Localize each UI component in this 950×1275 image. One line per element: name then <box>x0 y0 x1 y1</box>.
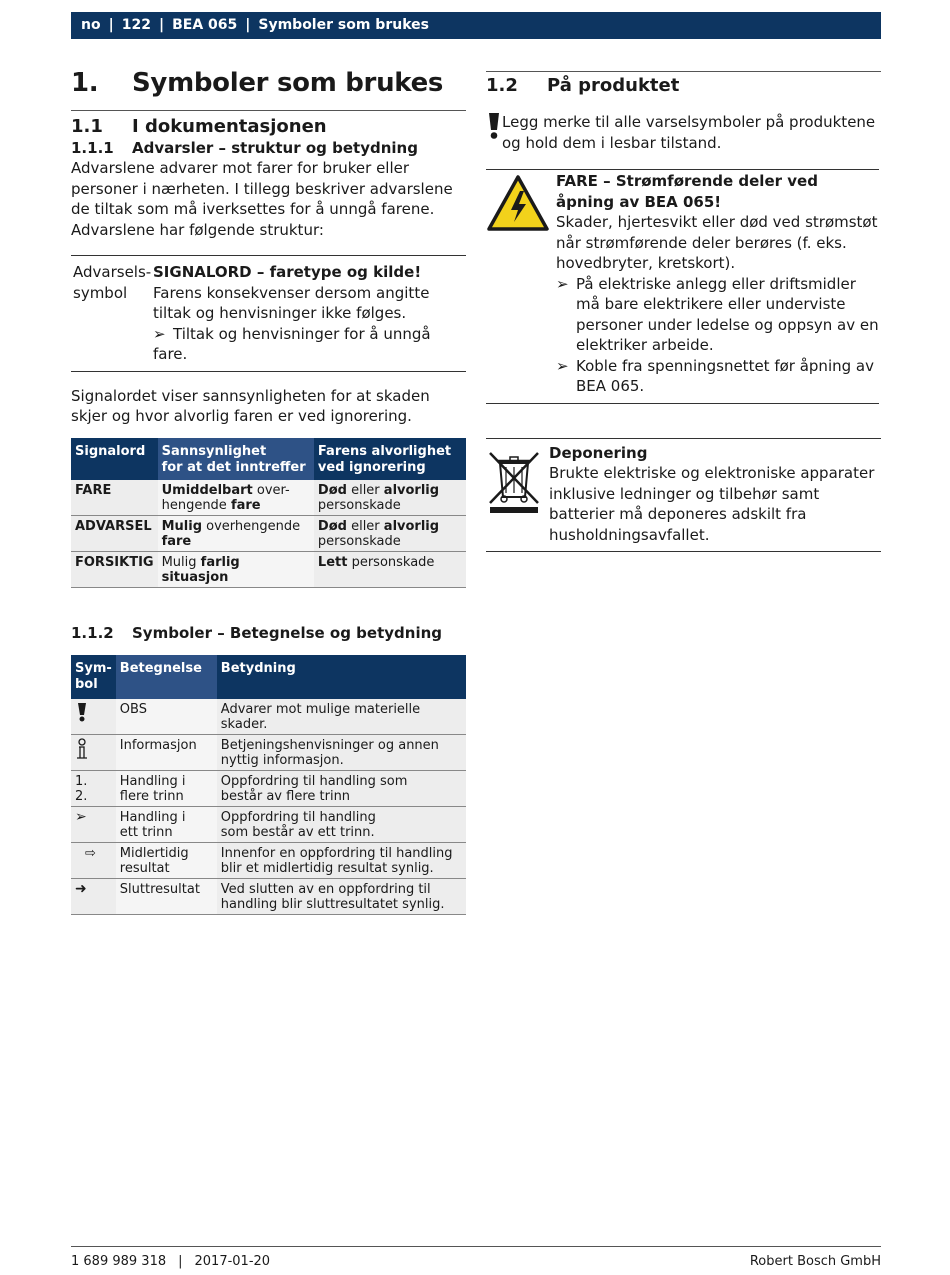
signal-word-explanation: Signalordet viser sannsynligheten for at skaden skjer og hvor alvorlig faren er ved ignorering. <box>71 386 430 425</box>
header-page: 122 <box>121 17 151 33</box>
symbol-meaning: Oppfordring til handling som består av flere trinn <box>217 770 466 806</box>
symbol-meaning: Advarer mot mulige materielle skader. <box>217 699 466 735</box>
disposal-title: Deponering <box>549 443 648 462</box>
probability-cell: Umiddelbart over- hengende fare <box>158 480 314 516</box>
section-title: På produktet <box>547 75 680 96</box>
danger-measure: ➢ På elektriske anlegg eller driftsmidler må bare elektrikere eller underviste personer under ledelse og oppsyn av en elektriker arbeide. <box>556 274 879 354</box>
symbol-name: Handling i flere trinn <box>116 770 217 806</box>
header-product: BEA 065 <box>172 17 238 33</box>
table-row <box>71 878 466 914</box>
symbol-cell <box>71 806 116 842</box>
column-header: Sym- bol <box>71 655 116 699</box>
section-number: 1.1.1 <box>71 139 114 157</box>
symbol-meaning: Betjeningshenvisninger og annen nyttig informasjon. <box>217 734 466 770</box>
section-1-1-heading <box>71 115 466 139</box>
crossed-bin-icon <box>486 447 542 515</box>
hollow-arrow-icon: ⇨ <box>85 845 96 861</box>
probability-cell: Mulig overhengende fare <box>158 515 314 551</box>
company-name: Robert Bosch GmbH <box>749 1254 881 1269</box>
arrowhead-icon: ➢ <box>556 356 569 375</box>
column-header: Sannsynlighet for at det inntreffer <box>158 438 314 480</box>
section-number: 1.1 <box>71 116 103 137</box>
right-column <box>486 60 881 552</box>
symbol-meaning: Innenfor en oppfordring til handling blir et midlertidig resultat synlig. <box>217 842 466 878</box>
section-title: Advarsler – struktur og betydning <box>132 139 418 157</box>
danger-consequence: Skader, hjertesvikt eller død ved strømstøt når strømførende deler berøres (f. eks. hovedbryter, kretskort). <box>556 213 878 272</box>
severity-cell: Lett personskade <box>314 551 466 587</box>
symbol-name: Informasjon <box>116 734 217 770</box>
column-header: Farens alvorlighet ved ignorering <box>314 438 466 480</box>
symbol-name: OBS <box>116 699 217 735</box>
section-1-2-heading <box>486 74 881 98</box>
severity-cell: Død eller alvorlig personskade <box>314 480 466 516</box>
section-number: 1.1.2 <box>71 623 114 642</box>
arrow-right-icon: ➜ <box>75 880 87 897</box>
warnings-intro-text: Advarslene advarer mot farer for bruker eller personer i nærheten. I tillegg beskriver advarslene de tiltak som må iverksettes for å unngå farene. Advarslene har følgende struktur: <box>71 159 453 239</box>
measure-line: ➢ Tiltak og henvisninger for å unngå fare. <box>153 324 431 363</box>
table-row <box>71 770 466 806</box>
section-1-1-1-heading <box>71 139 466 158</box>
signal-word-line: SIGNALORD – faretype og kilde! <box>153 263 422 281</box>
signal-word: FARE <box>71 480 158 516</box>
document-number: 1 689 989 318 <box>71 1254 167 1269</box>
table-row <box>71 842 466 878</box>
probability-cell: Mulig farlig situasjon <box>158 551 314 587</box>
danger-measure: ➢ Koble fra spenningsnettet før åpning av BEA 065. <box>556 356 874 395</box>
high-voltage-warning-icon <box>486 174 550 232</box>
section-1-heading <box>71 66 466 100</box>
table-row <box>71 480 466 516</box>
footer-separator: | <box>178 1254 183 1269</box>
section-number: 1. <box>71 68 99 98</box>
page-header-bar: no | 122 | BEA 065 | Symboler som brukes <box>71 12 881 39</box>
column-header: Betydning <box>217 655 466 699</box>
section-1-1-2-heading <box>71 624 466 643</box>
table-row <box>71 734 466 770</box>
arrowhead-icon: ➢ <box>556 274 569 293</box>
section-title: Symboler som brukes <box>132 68 444 98</box>
exclamation-icon <box>75 702 89 722</box>
symbol-name: Midlertidig resultat <box>116 842 217 878</box>
table-row <box>71 551 466 587</box>
signal-word: FORSIKTIG <box>71 551 158 587</box>
severity-cell: Død eller alvorlig personskade <box>314 515 466 551</box>
symbol-name: Handling i ett trinn <box>116 806 217 842</box>
warning-structure-box <box>71 255 466 372</box>
document-date: 2017-01-20 <box>194 1254 271 1269</box>
header-lang: no <box>81 17 101 33</box>
symbol-cell <box>71 878 116 914</box>
signal-word: ADVARSEL <box>71 515 158 551</box>
notice-text: Legg merke til alle varselsymboler på produktene og hold dem i lesbar tilstand. <box>502 113 876 152</box>
symbol-table <box>71 655 466 915</box>
section-title: Symboler – Betegnelse og betydning <box>132 623 443 642</box>
danger-title: FARE – Strømførende deler ved åpning av BEA 065! <box>556 172 818 211</box>
symbol-cell: 1. 2. <box>71 770 116 806</box>
consequence-line: Farens konsekvenser dersom angitte tiltak og henvisninger ikke følges. <box>153 283 430 322</box>
info-icon <box>75 738 89 760</box>
disposal-text: Brukte elektriske og elektroniske apparater inklusive ledninger og tilbehør samt batterier må deponeres adskilt fra husholdningsavfallet. <box>549 464 875 544</box>
symbol-cell <box>71 842 116 878</box>
symbol-cell <box>71 699 116 735</box>
divider <box>486 71 881 72</box>
column-header: Betegnelse <box>116 655 217 699</box>
disposal-box <box>486 438 881 553</box>
table-row <box>71 806 466 842</box>
notice-block <box>486 112 881 153</box>
header-title: Symboler som brukes <box>258 17 429 33</box>
symbol-meaning: Oppfordring til handling som består av ett trinn. <box>217 806 466 842</box>
page-footer <box>71 1254 881 1269</box>
footer-divider <box>71 1246 881 1247</box>
symbol-name: Sluttresultat <box>116 878 217 914</box>
symbol-cell <box>71 734 116 770</box>
arrowhead-icon: ➢ <box>75 808 87 825</box>
danger-warning-box <box>486 169 879 404</box>
left-column <box>71 60 466 915</box>
table-row <box>71 699 466 735</box>
signal-word-table <box>71 438 466 588</box>
divider <box>71 110 466 111</box>
exclamation-icon <box>486 112 502 140</box>
column-header: Signalord <box>71 438 158 480</box>
section-number: 1.2 <box>486 75 518 96</box>
table-row <box>71 515 466 551</box>
section-title: I dokumentasjonen <box>132 116 327 137</box>
symbol-meaning: Ved slutten av en oppfordring til handling blir sluttresultatet synlig. <box>217 878 466 914</box>
warning-symbol-label: Advarsels- symbol <box>73 263 152 302</box>
arrowhead-icon: ➢ <box>153 324 166 343</box>
